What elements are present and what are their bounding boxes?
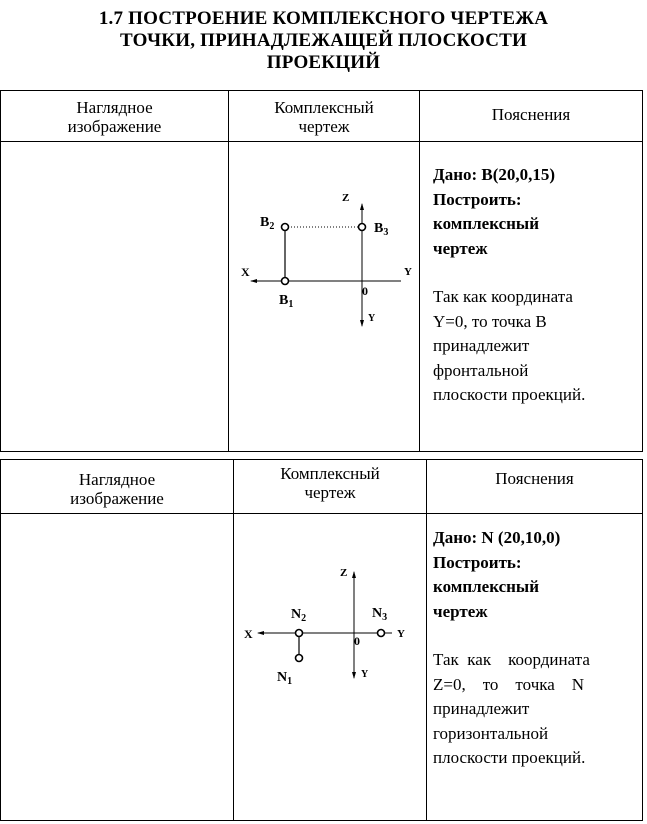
point-b2-label: $B_2$ — [260, 215, 275, 232]
table-2-header-visual: Наглядное изображение — [70, 470, 164, 508]
table-2-header-notes: Пояснения — [495, 469, 574, 488]
table-1-col-divider-2 — [419, 91, 420, 451]
table-1-header-visual: Наглядное изображение — [67, 98, 162, 136]
given-text: Дано: B(20,0,15) — [433, 165, 556, 184]
table-1-header-notes: Пояснения — [491, 105, 571, 124]
explanation-line-4: горизонтальной — [433, 723, 549, 743]
page-title — [0, 8, 647, 74]
task-line-2: комплексный — [433, 214, 539, 233]
axis-x-label: X — [241, 265, 250, 279]
title-line-1: 1.7 ПОСТРОЕНИЕ КОМПЛЕКСНОГО ЧЕРТЕЖА — [98, 8, 549, 29]
given-text: Дано: N (20,10,0) — [433, 528, 561, 547]
origin-label: 0 — [354, 634, 360, 648]
axis-y2-label: Y — [361, 669, 369, 680]
point-n1-label: $N_1$ — [277, 670, 293, 687]
point-b1-label: $B_1$ — [279, 293, 294, 310]
explanation-line-3: принадлежит — [433, 336, 530, 355]
origin-label: 0 — [362, 284, 368, 298]
explanation-line-2: Y=0, то точка B — [433, 311, 547, 331]
task-line-3: чертеж — [433, 601, 488, 621]
explanation-line-2: Z=0, то точка N — [433, 674, 585, 694]
table-2 — [0, 459, 643, 821]
table-1 — [0, 90, 643, 452]
explanation-line-1: Так как координата — [433, 650, 590, 669]
axis-z-label: Z — [340, 567, 348, 579]
task-line-2: комплексный — [433, 577, 539, 596]
axis-x-label: X — [244, 627, 253, 641]
explanation-line-4: фронтальной — [433, 360, 529, 380]
point-b3-label: $B_3$ — [374, 221, 389, 238]
explanation-line-5: плоскости проекций. — [433, 748, 586, 767]
point-n2-label: $N_2$ — [291, 607, 307, 624]
axis-y2-label: Y — [368, 313, 376, 324]
table-2-notes — [433, 526, 639, 771]
point-n3-label: $N_3$ — [372, 606, 388, 623]
task-line-3: чертеж — [433, 238, 488, 258]
table-1-notes — [433, 163, 639, 408]
axis-z-label: Z — [342, 192, 350, 204]
explanation-line-5: плоскости проекций. — [433, 385, 586, 404]
explanation-line-3: принадлежит — [433, 699, 530, 718]
task-line-1: Построить: — [433, 552, 522, 572]
axis-y-label: Y — [404, 266, 412, 278]
table-1-drawing — [229, 142, 419, 452]
table-2-col-divider-2 — [426, 460, 427, 820]
axis-y-label: Y — [397, 628, 405, 640]
explanation-line-1: Так как координата — [433, 287, 573, 306]
table-2-header-drawing: Комплексный чертеж — [280, 464, 380, 502]
title-line-3: ПРОЕКЦИЙ — [266, 52, 381, 73]
table-1-header-drawing: Комплексный чертеж — [274, 98, 374, 136]
task-line-1: Построить: — [433, 189, 522, 209]
table-2-drawing — [234, 514, 426, 820]
title-line-2: ТОЧКИ, ПРИНАДЛЕЖАЩЕЙ ПЛОСКОСТИ — [119, 30, 528, 51]
